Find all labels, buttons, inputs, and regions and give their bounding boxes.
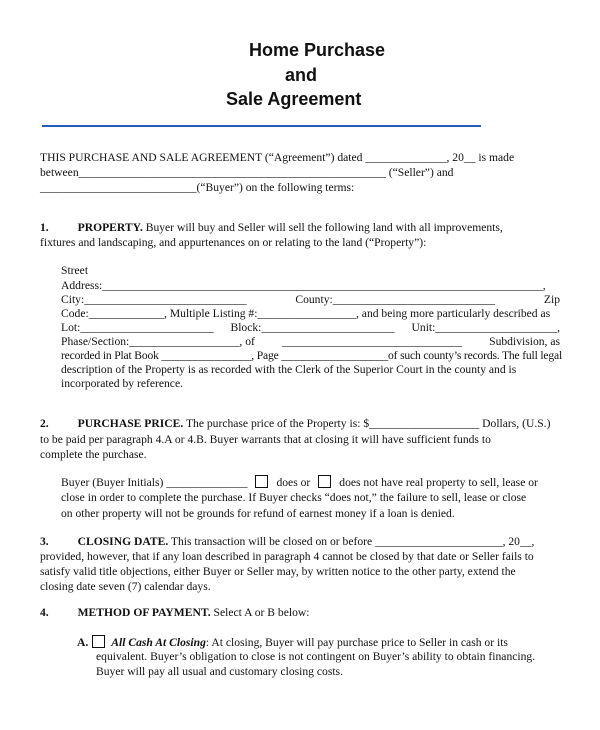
- section-4-text: Select A or B below:: [210, 606, 310, 619]
- section-3-line-3: satisfy valid title objections, either Buyer or Seller may, by written notice to the other party, extend the: [40, 565, 516, 578]
- section-4-heading-line: [40, 606, 309, 620]
- legal-description-row: description of the Property is as recorded with the Clerk of the Superior Court in the county and is: [61, 363, 517, 376]
- title-rule: [42, 125, 481, 127]
- phase-field: Phase/Section:___________________, of: [61, 335, 255, 348]
- section-1-heading-line: [40, 221, 503, 235]
- block-field: Block:_______________________: [230, 321, 395, 334]
- unit-field: Unit:_____________________,: [411, 321, 560, 334]
- buyer-initials-field: Buyer (Buyer Initials) ______________: [61, 476, 248, 489]
- option-a-title: All Cash At Closing: [111, 636, 206, 649]
- intro-line-1: THIS PURCHASE AND SALE AGREEMENT (“Agreement”) dated ______________, 20__ is made: [40, 151, 515, 164]
- section-3-title: CLOSING DATE.: [77, 535, 169, 548]
- option-a-checkbox[interactable]: [92, 635, 105, 648]
- section-2-line-5: close in order to complete the purchase. If Buyer checks “does not,” the failure to sell, lease or close: [61, 491, 527, 504]
- section-3-line-2: provided, however, that if any loan described in paragraph 4 cannot be closed by that date or Seller fails to: [40, 550, 534, 563]
- does-not-label: does not have real property to sell, lease or: [339, 476, 538, 489]
- section-2-line-3: complete the purchase.: [40, 448, 147, 461]
- plat-book-row: recorded in Plat Book ________________, Page ___________________of such county’s records. The full legal: [61, 349, 562, 362]
- option-a-line-3: Buyer will pay all usual and customary closing costs.: [96, 665, 343, 678]
- section-2-number: 2.: [40, 417, 49, 430]
- title-line-1: Home Purchase: [249, 40, 386, 60]
- section-3-heading-line: [40, 535, 534, 549]
- section-2-line-2: to be paid per paragraph 4.A or 4.B. Buyer warrants that at closing it will have sufficient funds to: [40, 433, 491, 446]
- lot-field: Lot:_______________________: [61, 321, 214, 334]
- section-4-number: 4.: [40, 606, 49, 619]
- section-3-number: 3.: [40, 535, 49, 548]
- subdivision-label: Subdivision, as: [489, 335, 560, 348]
- section-4-title: METHOD OF PAYMENT.: [77, 606, 211, 619]
- section-2-line-6: on other property will not be grounds for refund of earnest money if a loan is denied.: [61, 507, 455, 520]
- section-2-heading-line: [40, 417, 550, 431]
- street-label: Street: [61, 264, 89, 277]
- subdivision-blank: _______________________________: [282, 335, 462, 348]
- address-field: Address:____________________________________________________________________________,: [61, 279, 546, 292]
- section-2-title: PURCHASE PRICE.: [77, 417, 184, 430]
- phase-section-row: [61, 335, 560, 349]
- city-field: City:____________________________: [61, 293, 247, 306]
- intro-line-2: between_____________________________________________________ (“Seller”) and: [40, 166, 454, 179]
- title-line-2: and: [285, 65, 318, 85]
- section-1-line-2: fixtures and landscaping, and appurtenances on or relating to the land (“Property”):: [40, 236, 427, 249]
- section-2-text: The purchase price of the Property is: $___________________ Dollars, (U.S.): [183, 417, 551, 430]
- section-1-text: Buyer will buy and Seller will sell the following land with all improvements,: [142, 221, 503, 234]
- option-a-text: : At closing, Buyer will pay purchase price to Seller in cash or its: [205, 636, 508, 649]
- does-label: does or: [276, 476, 311, 489]
- section-1-title: PROPERTY.: [77, 221, 143, 234]
- county-field: County:____________________________: [295, 293, 496, 306]
- section-3-text: This transaction will be closed on or before ______________________, 20__,: [168, 535, 535, 548]
- does-checkbox[interactable]: [255, 475, 268, 488]
- city-county-zip-row: [61, 293, 560, 307]
- intro-line-3: ___________________________(“Buyer”) on the following terms:: [40, 181, 355, 194]
- zip-label: Zip: [543, 293, 560, 306]
- option-a-row: [77, 635, 508, 650]
- code-listing-row: Code:_____________, Multiple Listing #:_________________, and being more particularly described as: [61, 307, 551, 320]
- option-a-label: A.: [77, 636, 89, 649]
- buyer-initials-row: [61, 475, 538, 490]
- does-not-checkbox[interactable]: [318, 475, 331, 488]
- section-3-line-4: closing date seven (7) calendar days.: [40, 580, 211, 593]
- option-a-line-2: equivalent. Buyer’s obligation to close is not contingent on Buyer’s ability to obtain financing.: [96, 650, 536, 663]
- title-line-3: Sale Agreement: [226, 89, 362, 109]
- section-1-number: 1.: [40, 221, 49, 234]
- incorporated-row: incorporated by reference.: [61, 377, 183, 390]
- lot-block-unit-row: [61, 321, 560, 335]
